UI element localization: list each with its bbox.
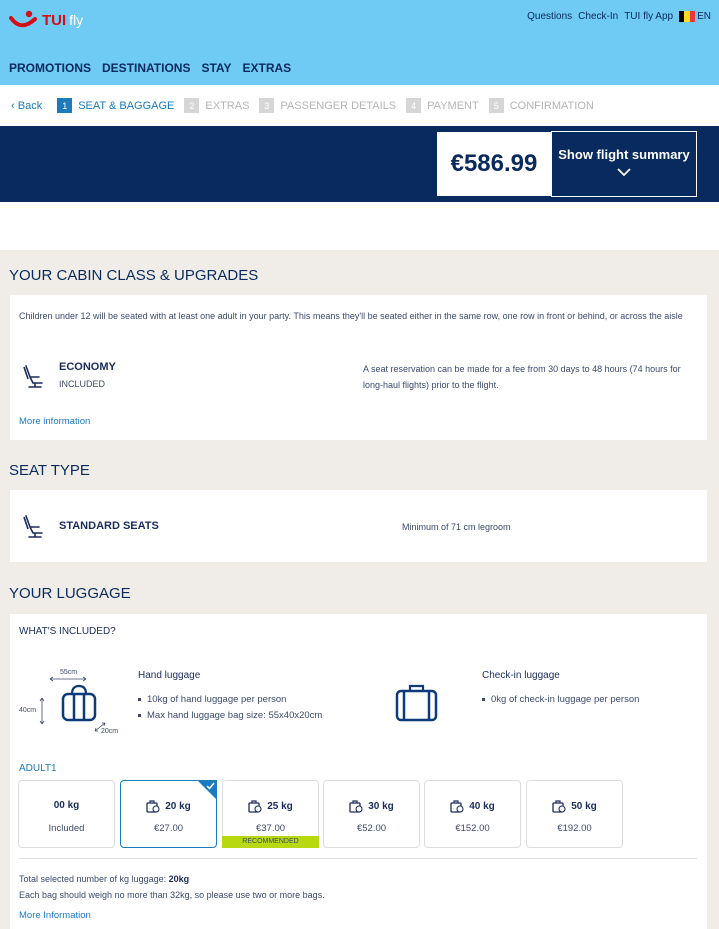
- option-price: €37.00: [255, 823, 286, 834]
- cabin-more-info-link[interactable]: More information: [19, 416, 91, 427]
- suitcase-icon: [394, 684, 439, 722]
- passenger-label: ADULT1: [19, 763, 57, 774]
- option-weight: 40 kg: [469, 801, 495, 812]
- tui-fly-logo[interactable]: [9, 10, 83, 30]
- luggage-scale-icon: [450, 800, 464, 813]
- seat-type-title: SEAT TYPE: [9, 462, 90, 479]
- option-price: €27.00: [153, 823, 184, 834]
- list-item: 10kg of hand luggage per person: [136, 694, 322, 705]
- nav-destinations[interactable]: DESTINATIONS: [102, 61, 191, 75]
- option-weight: 30 kg: [368, 801, 394, 812]
- luggage-scale-icon: [146, 800, 160, 813]
- seat-type-card: [10, 490, 707, 562]
- cabin-class-name: ECONOMY: [59, 361, 116, 373]
- luggage-section-title: YOUR LUGGAGE: [9, 585, 131, 602]
- cabin-class-status: INCLUDED: [59, 379, 106, 389]
- dimension-depth: 20cm: [101, 728, 119, 735]
- app-link[interactable]: TUI fly App: [624, 11, 674, 22]
- luggage-scale-icon: [349, 800, 363, 813]
- checkin-link[interactable]: Check-In: [578, 11, 619, 22]
- questions-link[interactable]: Questions: [527, 11, 573, 22]
- option-weight: 50 kg: [571, 801, 597, 812]
- language-label: EN: [697, 11, 711, 22]
- total-luggage-value: 20kg: [168, 874, 190, 884]
- hand-bag-icon: [60, 684, 98, 724]
- brand-name: TUI: [42, 12, 67, 29]
- belgium-flag-icon: [679, 11, 695, 22]
- luggage-option-25kg[interactable]: [222, 780, 319, 848]
- site-header: [0, 0, 719, 85]
- hand-luggage-diagram: [10, 666, 130, 741]
- whats-included-title: WHAT'S INCLUDED?: [19, 626, 116, 637]
- step-seat-baggage[interactable]: 1 SEAT & BAGGAGE: [57, 98, 174, 113]
- booking-steps: [0, 85, 719, 126]
- dimension-height: 40cm: [19, 707, 37, 714]
- option-price: €152.00: [455, 823, 490, 834]
- total-luggage: Total selected number of kg luggage: 20kg: [19, 874, 190, 884]
- luggage-card: [10, 614, 707, 929]
- luggage-scale-icon: [248, 800, 262, 813]
- nav-promotions[interactable]: PROMOTIONS: [9, 61, 92, 75]
- language-selector[interactable]: [679, 11, 711, 22]
- back-link[interactable]: ‹ Back: [11, 99, 43, 112]
- dimension-width: 55cm: [60, 669, 78, 676]
- option-weight: 00 kg: [53, 800, 80, 811]
- price-bar: [0, 126, 719, 202]
- spacer: [0, 202, 719, 250]
- bag-weight-note: Each bag should weigh no more than 32kg, so please use two or more bags.: [19, 890, 325, 900]
- list-item: Max hand luggage bag size: 55x40x20cm: [136, 710, 322, 721]
- luggage-option-40kg[interactable]: [424, 780, 521, 848]
- option-price: Included: [48, 823, 85, 834]
- luggage-option-50kg[interactable]: [526, 780, 623, 848]
- show-flight-summary-button[interactable]: Show flight summary: [551, 131, 697, 197]
- seat-reservation-info: A seat reservation can be made for a fee from 30 days to 48 hours (74 hours for long-haul flights) prior to the flight.: [363, 364, 681, 390]
- seat-icon: [21, 513, 47, 544]
- hand-luggage-title: Hand luggage: [138, 670, 201, 681]
- divider: [19, 858, 697, 859]
- option-price: €192.00: [557, 823, 592, 834]
- nav-stay[interactable]: STAY: [201, 61, 232, 75]
- seat-icon: [21, 363, 47, 394]
- cabin-section-title: YOUR CABIN CLASS & UPGRADES: [9, 267, 259, 284]
- brand-suffix: fly: [69, 12, 84, 28]
- children-seating-note: Children under 12 will be seated with at least one adult in your party. This means they'll be seated either in the same row, one row in front or behind, or across the aisle: [19, 311, 683, 321]
- selected-check-icon: [197, 780, 217, 800]
- step-passenger-details[interactable]: 3 PASSENGER DETAILS: [259, 98, 396, 113]
- chevron-left-icon: ‹: [11, 99, 18, 112]
- luggage-scale-icon: [552, 800, 566, 813]
- legroom-info: Minimum of 71 cm legroom: [402, 522, 511, 532]
- option-price: €52.00: [356, 823, 387, 834]
- nav-extras[interactable]: EXTRAS: [242, 61, 292, 75]
- step-extras[interactable]: 2 EXTRAS: [184, 98, 249, 113]
- luggage-option-30kg[interactable]: [323, 780, 420, 848]
- list-item: 0kg of check-in luggage per person: [480, 694, 639, 705]
- step-payment[interactable]: 4 PAYMENT: [406, 98, 479, 113]
- chevron-down-icon: [617, 168, 631, 177]
- total-price: €586.99: [437, 132, 551, 196]
- option-weight: 20 kg: [165, 801, 191, 812]
- option-weight: 25 kg: [267, 801, 293, 812]
- checkin-luggage-title: Check-in luggage: [482, 670, 560, 681]
- top-links: [527, 11, 711, 22]
- recommended-badge: RECOMMENDED: [222, 836, 319, 848]
- luggage-more-info-link[interactable]: More Information: [19, 910, 91, 921]
- step-confirmation[interactable]: 5 CONFIRMATION: [489, 98, 594, 113]
- luggage-option-0kg[interactable]: [18, 780, 115, 848]
- tui-smile-icon: [9, 10, 39, 30]
- cabin-card: [10, 295, 707, 440]
- seat-type-name: STANDARD SEATS: [59, 520, 159, 532]
- checkin-luggage-list: [480, 694, 639, 710]
- luggage-option-20kg[interactable]: [120, 780, 217, 848]
- main-nav: [9, 61, 291, 75]
- hand-luggage-list: [136, 694, 322, 726]
